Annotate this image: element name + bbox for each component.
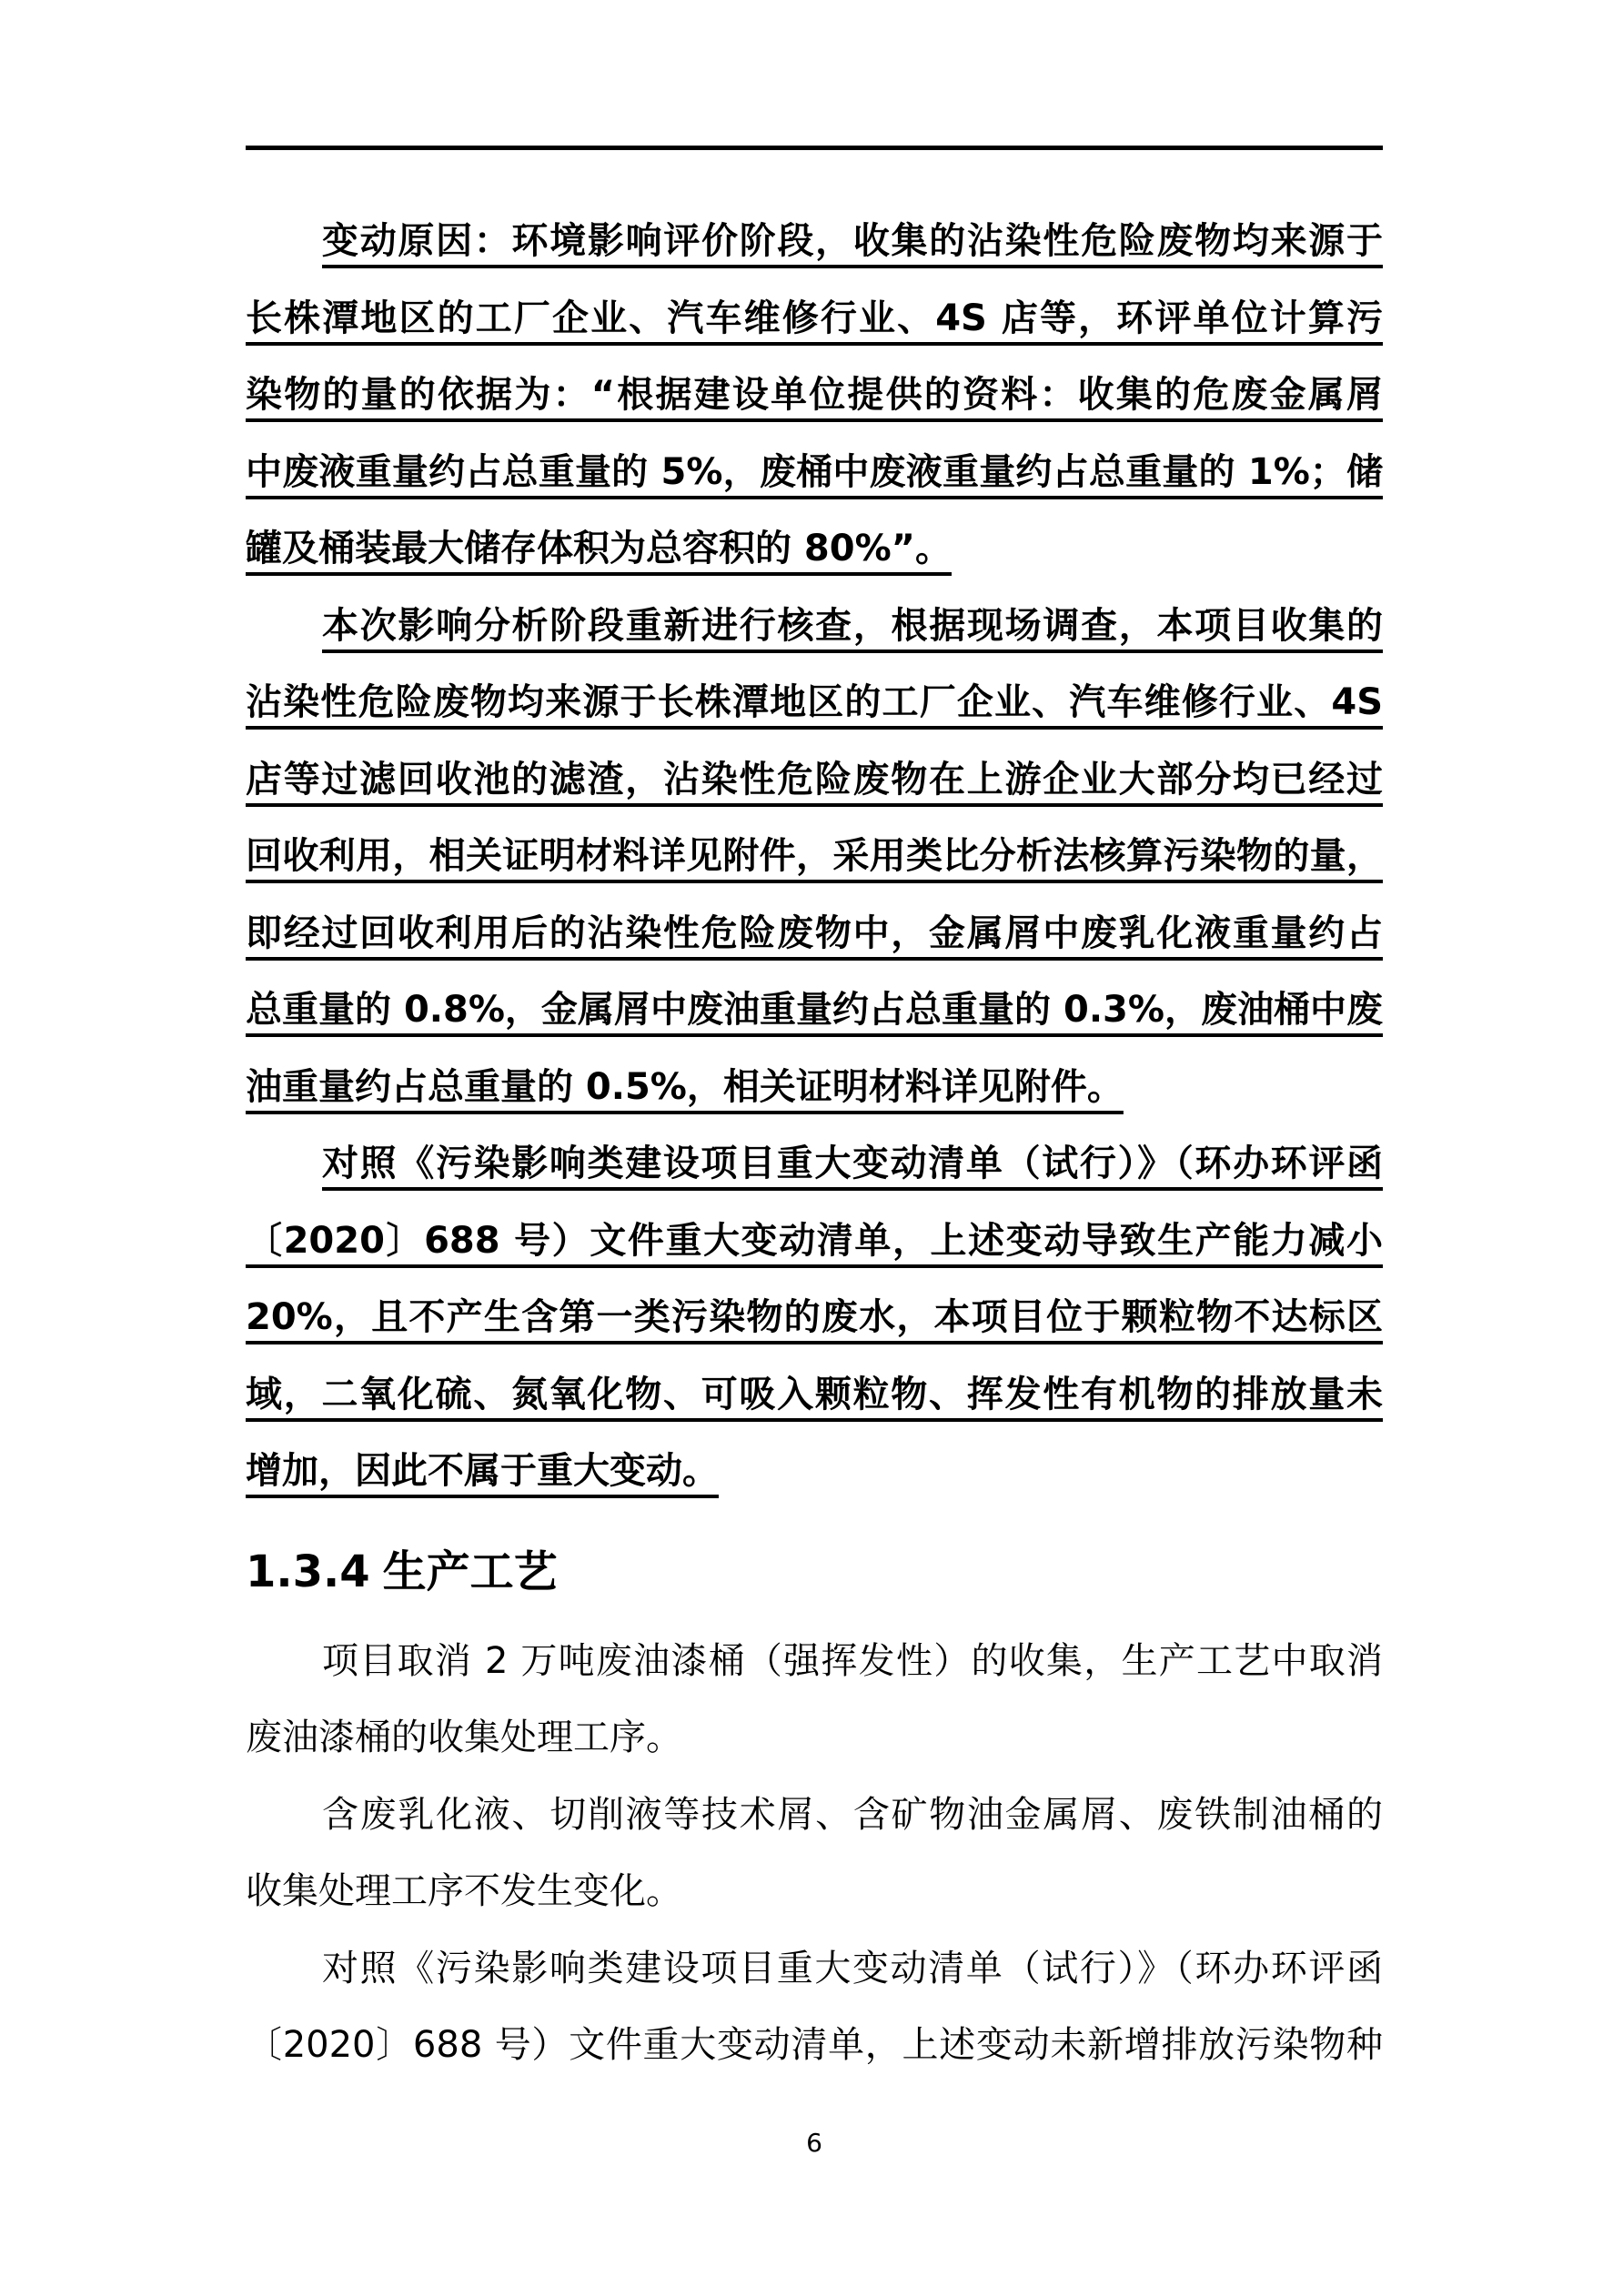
line-text: 对照《污染影响类建设项目重大变动清单（试行）》（环办环评函: [322, 1143, 1383, 1184]
text-line: [246, 1356, 1383, 1434]
text-line: [246, 1203, 1383, 1280]
line-text: 〔2020〕688 号）文件重大变动清单，上述变动未新增排放污染物种: [246, 2024, 1383, 2066]
line-text: 本次影响分析阶段重新进行核查，根据现场调查，本项目收集的: [322, 604, 1383, 647]
text-line: [246, 357, 1383, 434]
paragraph-second-comparison: [246, 1930, 1383, 2084]
section-title: 生产工艺: [382, 1546, 558, 1597]
text-line: [246, 895, 1383, 972]
line-text: 20%，且不产生含第一类污染物的废水，本项目位于颗粒物不达标区: [246, 1296, 1383, 1338]
line-text: 域，二氧化硫、氮氧化物、可吸入颗粒物、挥发性有机物的排放量未: [246, 1373, 1383, 1415]
line-text: 收集处理工序不发生变化。: [246, 1870, 682, 1912]
line-text: 回收利用，相关证明材料详见附件，采用类比分析法核算污染物的量，: [246, 835, 1383, 877]
text-line: [246, 972, 1383, 1049]
paragraph-process-cancellation: [246, 1623, 1383, 1777]
line-text: 店等过滤回收池的滤渣，沾染性危险废物在上游企业大部分均已经过: [246, 758, 1383, 801]
line-text: 废油漆桶的收集处理工序。: [246, 1717, 682, 1758]
paragraph-unchanged-processes: [246, 1777, 1383, 1930]
page-number: 6: [806, 2127, 822, 2158]
paragraph-major-change-comparison: [246, 1125, 1383, 1510]
header-rule: [246, 146, 1383, 150]
line-text: 项目取消 2 万吨废油漆桶（强挥发性）的收集，生产工艺中取消: [322, 1639, 1383, 1682]
text-line: [246, 434, 1383, 511]
section-number: 1.3.4: [246, 1546, 370, 1597]
text-line: [246, 741, 1383, 819]
line-text: 增加，因此不属于重大变动。: [246, 1450, 719, 1492]
page-body: [246, 203, 1383, 2157]
section-heading: [246, 1532, 1383, 1612]
text-line: [246, 2007, 1383, 2084]
line-text: 沾染性危险废物均来源于长株潭地区的工厂企业、汽车维修行业、4S: [246, 681, 1383, 723]
text-line: [246, 1777, 1383, 1854]
text-line: [246, 203, 1383, 280]
line-text: 即经过回收利用后的沾染性危险废物中，金属屑中废乳化液重量约占: [246, 911, 1383, 954]
line-text: 总重量的 0.8%，金属屑中废油重量约占总重量的 0.3%，废油桶中废: [246, 989, 1383, 1031]
text-line: [246, 280, 1383, 357]
line-text: 对照《污染影响类建设项目重大变动清单（试行）》（环办环评函: [322, 1947, 1383, 1989]
text-line: [246, 664, 1383, 741]
text-line: [246, 1049, 1383, 1126]
text-line: [246, 510, 1383, 588]
text-line: [246, 1623, 1383, 1700]
text-line: [246, 1433, 1383, 1510]
line-text: 含废乳化液、切削液等技术屑、含矿物油金属屑、废铁制油桶的: [322, 1793, 1383, 1836]
text-line: [246, 1279, 1383, 1356]
line-text: 〔2020〕688 号）文件重大变动清单，上述变动导致生产能力减小: [246, 1219, 1383, 1262]
line-text: 油重量约占总重量的 0.5%，相关证明材料详见附件。: [246, 1065, 1124, 1108]
text-line: [246, 818, 1383, 895]
line-text: 变动原因：环境影响评价阶段，收集的沾染性危险废物均来源于: [322, 220, 1383, 262]
paragraph-recheck-analysis: [246, 588, 1383, 1126]
text-line: [246, 1853, 1383, 1930]
line-text: 中废液重量约占总重量的 5%，废桶中废液重量约占总重量的 1%；储: [246, 450, 1383, 493]
paragraph-change-reason: [246, 203, 1383, 588]
line-text: 长株潭地区的工厂企业、汽车维修行业、4S 店等，环评单位计算污: [246, 297, 1383, 339]
line-text: 染物的量的依据为：“根据建设单位提供的资料：收集的危废金属屑: [246, 374, 1383, 416]
line-text: 罐及桶装最大储存体积为总容积的 80%”。: [246, 528, 952, 569]
text-line: [246, 588, 1383, 665]
text-line: [246, 1125, 1383, 1203]
text-line: [246, 1930, 1383, 2008]
text-line: [246, 1699, 1383, 1777]
